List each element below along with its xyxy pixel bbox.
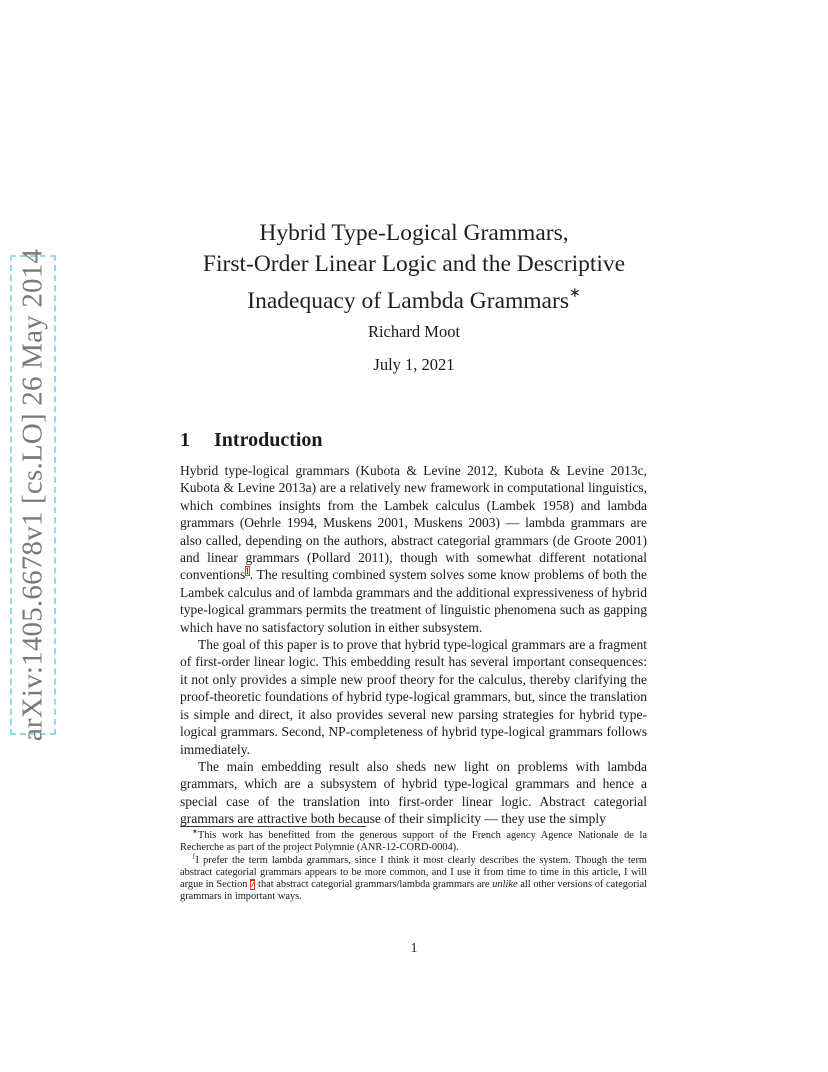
paragraph-1-text: Hybrid type-logical grammars (Kubota & Levine 2012, Kubota & Levine 2013c, Kubota & Levine 2013a) are a relatively new framework in computational linguistics, which combines insights from the Lambek calculus (Lambek 1958) and lambda grammars (Oehrle 1994, Muskens 2001, Muskens 2003) — lambda grammars are also called, depending on the authors, abstract categorial grammars (de Groote 2001) and linear grammars (Pollard 2011), though with somewhat different notational conventions — [180, 463, 647, 583]
section-title: Introduction — [214, 429, 323, 451]
title-line-3 — [150, 280, 678, 317]
footnote-1-emphasis: unlike — [492, 879, 518, 891]
arxiv-identifier: arXiv:1405.6678v1 [cs.LO] 26 May 2014 — [16, 248, 49, 742]
section-heading — [180, 429, 323, 452]
footnote-1 — [180, 852, 647, 904]
section-number: 1 — [180, 429, 190, 451]
title-line-1: Hybrid Type-Logical Grammars, — [259, 220, 569, 246]
paper-title — [150, 218, 678, 317]
footnote-star — [180, 827, 647, 855]
section-ref-link[interactable]: 7 — [250, 879, 256, 891]
author: Richard Moot — [367, 322, 461, 341]
title-line-2: First-Order Linear Logic and the Descriptive — [202, 251, 626, 277]
footnote-1-link[interactable]: 1 — [245, 565, 250, 576]
footnote-1-mark: 1 — [192, 852, 196, 861]
page-number: 1 — [410, 940, 418, 955]
footnote-1-middle: that abstract categorial grammars/lambda grammars are — [255, 879, 493, 891]
footnote-1-end: all other versions of categorial grammars in important ways. — [180, 879, 647, 903]
footnote-1-text: I prefer the term lambda grammars, since I think it most clearly describes the system. Though the term abstract categorial grammars appears to be more common, and I use it from time to time in this article, I will argue in Section — [180, 854, 647, 891]
footnote-star-text: This work has benefitted from the generous support of the French agency Agence Nationale de la Recherche as part of the project Polymnie (ANR-12-CORD-0004). — [180, 830, 647, 854]
body-text — [180, 462, 647, 828]
footnote-rule — [180, 826, 366, 827]
paragraph-1 — [180, 462, 647, 636]
paragraph-3: The main embedding result also sheds new light on problems with lambda grammars, which are a subsystem of hybrid type-logical grammars and hence a special case of the translation into first-order linear logic. Abstract categorial grammars are attractive both because of their simplicity — they use the simply — [180, 758, 647, 827]
title-footnote-mark: ∗ — [568, 286, 581, 301]
footnotes — [180, 827, 647, 904]
title-line-3-text: Inadequacy of Lambda Grammars — [247, 287, 569, 314]
paragraph-2: The goal of this paper is to prove that hybrid type-logical grammars are a fragment of first-order linear logic. This embedding result has several important consequences: it not only provides a simple new proof theory for the calculus, thereby clarifying the proof-theoretic foundations of hybrid type-logical grammars, but, since the translation is simple and direct, it also provides several new parsing strategies for hybrid type-logical grammars. Second, NP-completeness of hybrid type-logical grammars follows immediately. — [180, 637, 647, 757]
date: July 1, 2021 — [373, 355, 455, 374]
paragraph-1-continued: . The resulting combined system solves some know problems of both the Lambek calculus and of lambda grammars and the additional expressiveness of hybrid type-logical grammars permits the treatment of linguistic phenomena such as gapping which have no satisfactory solution in either subsystem. — [180, 567, 647, 635]
footnote-star-mark: ∗ — [192, 827, 198, 836]
arxiv-stamp — [10, 248, 56, 742]
